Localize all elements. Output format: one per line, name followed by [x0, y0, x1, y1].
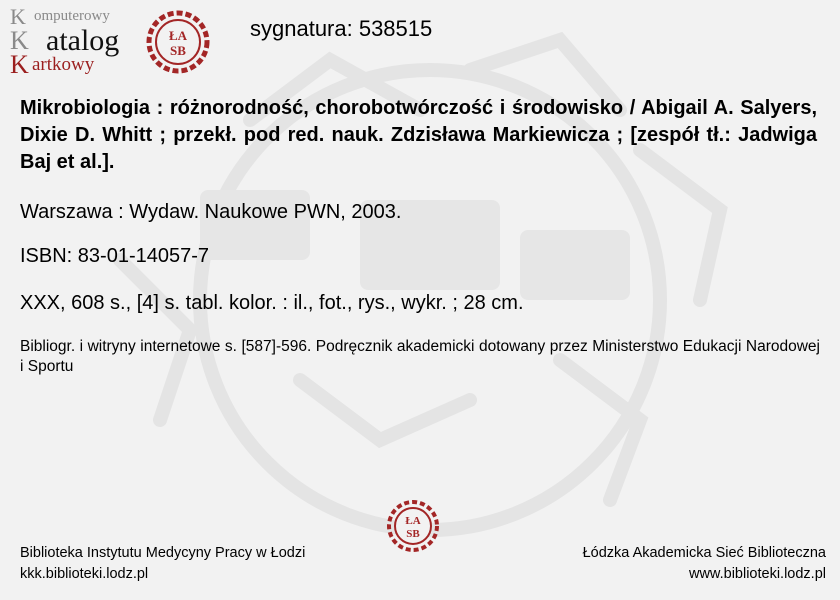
logo-word-katalog: atalog: [46, 24, 120, 57]
lasb-seal-logo[interactable]: [146, 10, 210, 74]
isbn: ISBN: 83-01-14057-7: [20, 245, 210, 267]
katalog-kartkowy-logo[interactable]: [6, 4, 136, 79]
footer-seal-text-sb: SB: [406, 528, 420, 540]
footer-left: [20, 543, 305, 585]
footer-right: [583, 543, 826, 585]
seal-text-la: ŁA: [168, 28, 188, 43]
footer-seal-text-la: ŁA: [405, 515, 421, 527]
notes: Bibliogr. i witryny internetowe s. [587]-596. Podręcznik akademicki dotowany przez Ministerstwo Edukacji Narodowej i Sportu: [20, 338, 820, 375]
logo-letter-k3: K: [10, 50, 29, 79]
title-and-responsibility: Mikrobiologia : różnorodność, chorobotwórczość i środowisko / Abigail A. Salyers, Dixie D. Whitt ; przekł. pod red. nauk. Zdzisława Markiewicza ; [zespół tł.: Jadwiga Baj et al.].: [20, 97, 817, 173]
footer-library-link[interactable]: kkk.biblioteki.lodz.pl: [20, 566, 149, 582]
footer-network-name: Łódzka Akademicka Sieć Biblioteczna: [582, 545, 826, 561]
call-number: sygnatura: 538515: [250, 16, 433, 41]
physical-description: XXX, 608 s., [4] s. tabl. kolor. : il., fot., rys., wykr. ; 28 cm.: [20, 292, 524, 314]
footer-library-name: Biblioteka Instytutu Medycyny Pracy w Łodzi: [20, 545, 306, 561]
seal-text-sb: SB: [170, 43, 186, 58]
publication-info: Warszawa : Wydaw. Naukowe PWN, 2003.: [20, 201, 402, 223]
logo-word-kartkowy: artkowy: [32, 54, 95, 75]
logo-word-komputerowy: omputerowy: [34, 8, 110, 24]
footer-network-link[interactable]: www.biblioteki.lodz.pl: [688, 566, 826, 582]
logo-letter-k1: K: [10, 4, 26, 29]
logo-letter-k2: K: [10, 26, 29, 55]
lasb-seal-footer-logo[interactable]: [386, 495, 440, 557]
